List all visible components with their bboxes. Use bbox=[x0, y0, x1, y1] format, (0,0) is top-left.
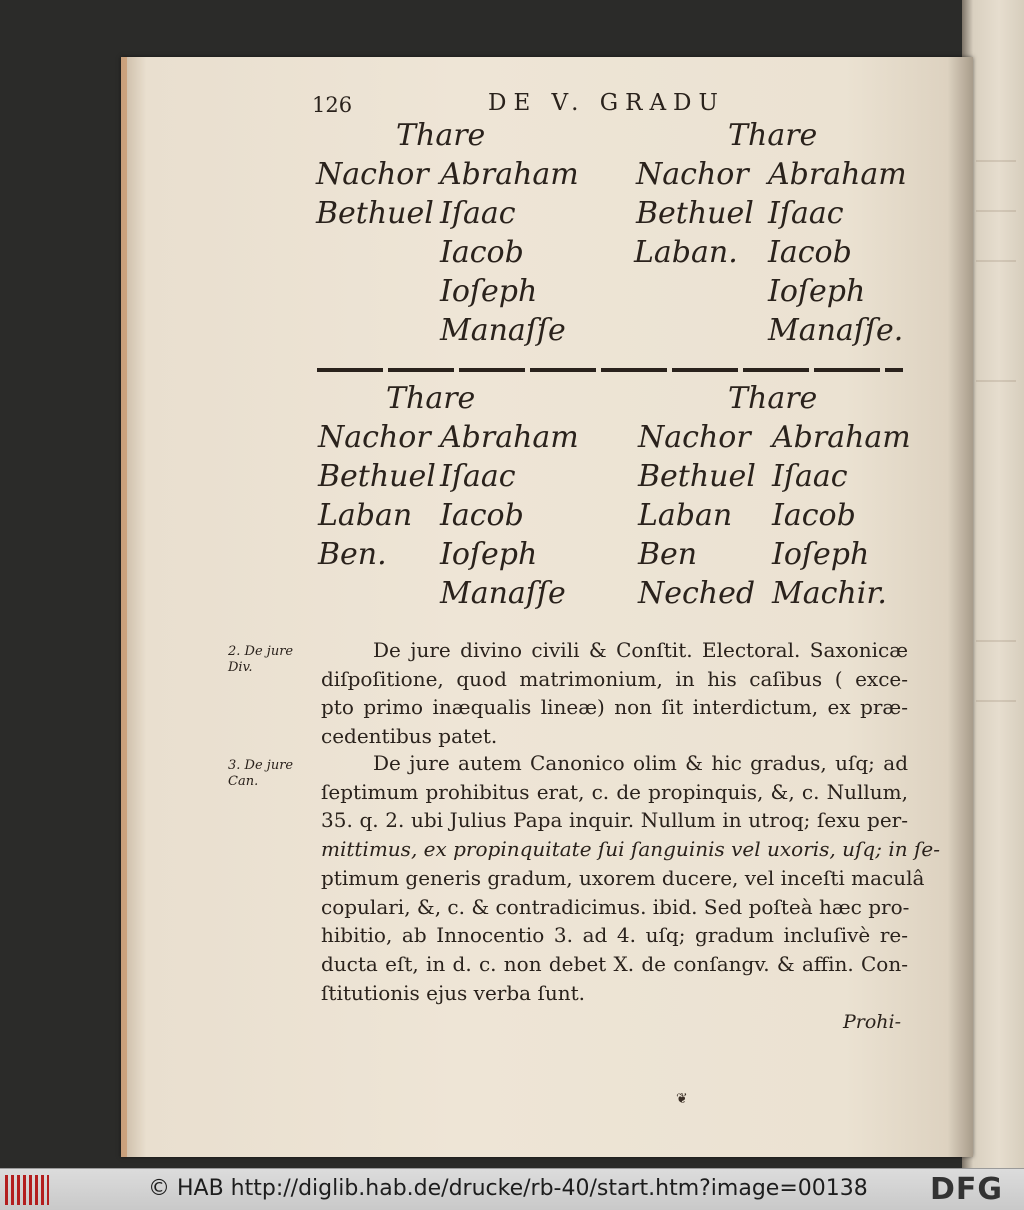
upper-right-c2-4: Manaſſe. bbox=[768, 313, 904, 348]
paragraph-2-line: copulari, &, c. & contradicimus. ibid. Sed poſteà hæc pro- bbox=[321, 894, 910, 919]
lower-left-c2-2: Iacob bbox=[440, 498, 524, 533]
lower-right-c2-3: Ioſeph bbox=[772, 537, 870, 572]
dfg-logo: DFG bbox=[930, 1172, 1004, 1207]
upper-right-c2-0: Abraham bbox=[768, 157, 907, 192]
paragraph-2-line: ſtitutionis ejus verba ſunt. bbox=[321, 980, 586, 1005]
upper-left-c2-0: Abraham bbox=[440, 157, 579, 192]
lower-right-c1-4: Neched bbox=[638, 576, 756, 611]
paragraph-2 bbox=[321, 749, 940, 1007]
lower-right-c1-2: Laban bbox=[638, 498, 733, 533]
paragraph-1-line: cedentibus patet. bbox=[321, 724, 498, 749]
lower-left-head: Thare bbox=[386, 381, 476, 416]
paragraph-1 bbox=[321, 636, 908, 751]
ornament-icon: ❦ bbox=[676, 1091, 688, 1107]
upper-left-c2-3: Ioſeph bbox=[440, 274, 538, 309]
upper-left-c2-2: Iacob bbox=[440, 235, 524, 270]
lower-right-c1-1: Bethuel bbox=[638, 459, 756, 494]
footer-copyright-link[interactable]: © HAB http://diglib.hab.de/drucke/rb-40/start.htm?image=00138 bbox=[148, 1176, 868, 1201]
lower-left-c2-0: Abraham bbox=[440, 420, 579, 455]
paragraph-2-line: De jure autem Canonico olim & hic gradus, uſq; ad bbox=[373, 751, 908, 775]
upper-right-c2-3: Ioſeph bbox=[768, 274, 866, 309]
upper-right-c2-1: Iſaac bbox=[768, 196, 844, 231]
paragraph-2-line: hibitio, ab Innocentio 3. ad 4. uſq; gradum incluſivè re- bbox=[321, 923, 908, 948]
paragraph-2-line: ſeptimum prohibitus erat, c. de propinquis, &, c. Nullum, bbox=[321, 779, 908, 804]
paragraph-2-line: ducta eſt, in d. c. non debet X. de conſangv. & affin. Con- bbox=[321, 951, 908, 976]
hab-logo-icon bbox=[5, 1175, 49, 1205]
upper-left-c2-1: Iſaac bbox=[440, 196, 516, 231]
upper-right-c1-0: Nachor bbox=[636, 157, 749, 192]
margin-note-3-line2: Can. bbox=[228, 774, 259, 789]
lower-left-c1-1: Bethuel bbox=[318, 459, 436, 494]
paragraph-1-line: De jure divino civili & Conſtit. Electoral. Saxonicæ bbox=[373, 638, 908, 662]
paragraph-1-line: pto primo inæqualis lineæ) non ſit interdictum, ex præ- bbox=[321, 695, 908, 720]
lower-right-c2-4: Machir. bbox=[772, 576, 887, 611]
upper-left-c1-0: Nachor bbox=[316, 157, 429, 192]
margin-note-3 bbox=[228, 758, 293, 790]
paragraph-2-line: ptimum generis gradum, uxorem ducere, vel inceſti maculâ bbox=[321, 865, 925, 890]
lower-right-c2-0: Abraham bbox=[772, 420, 911, 455]
lower-right-c2-2: Iacob bbox=[772, 498, 856, 533]
upper-left-head: Thare bbox=[396, 118, 486, 153]
margin-note-2-line2: Div. bbox=[228, 660, 253, 675]
catchword: Prohi- bbox=[843, 1011, 902, 1033]
upper-left-c2-4: Manaſſe bbox=[440, 313, 566, 348]
paragraph-2-line: 35. q. 2. ubi Julius Papa inquir. Nullum in utroq; ſexu per- bbox=[321, 808, 908, 833]
lower-right-c2-1: Iſaac bbox=[772, 459, 848, 494]
margin-note-2 bbox=[228, 644, 293, 676]
lower-left-c2-1: Iſaac bbox=[440, 459, 516, 494]
lower-left-c1-3: Ben. bbox=[318, 537, 387, 572]
upper-left-c1-1: Bethuel bbox=[316, 196, 434, 231]
paragraph-2-line: mittimus, ex propinquitate ſui ſanguinis vel uxoris, uſq; in ſe- bbox=[321, 837, 940, 862]
lower-left-c1-0: Nachor bbox=[318, 420, 431, 455]
upper-right-c1-2: Laban. bbox=[634, 235, 738, 270]
lower-left-c2-3: Ioſeph bbox=[440, 537, 538, 572]
lower-left-c1-2: Laban bbox=[318, 498, 413, 533]
margin-note-3-line1: 3. De jure bbox=[228, 758, 294, 773]
upper-right-c1-1: Bethuel bbox=[636, 196, 754, 231]
upper-right-head: Thare bbox=[728, 118, 818, 153]
lower-right-head: Thare bbox=[728, 381, 818, 416]
divider-rule bbox=[317, 368, 903, 372]
paragraph-1-line: diſpoſitione, quod matrimonium, in his caſibus ( exce- bbox=[321, 666, 908, 691]
lower-right-c1-3: Ben bbox=[638, 537, 698, 572]
margin-note-2-line1: 2. De jure bbox=[228, 644, 294, 659]
footer-bar bbox=[0, 1168, 1024, 1210]
upper-right-c2-2: Iacob bbox=[768, 235, 852, 270]
lower-right-c1-0: Nachor bbox=[638, 420, 751, 455]
running-head: DE V. GRADU bbox=[488, 90, 725, 116]
lower-left-c2-4: Manaſſe bbox=[440, 576, 566, 611]
page-number: 126 bbox=[312, 93, 353, 117]
page-edge bbox=[121, 57, 127, 1157]
